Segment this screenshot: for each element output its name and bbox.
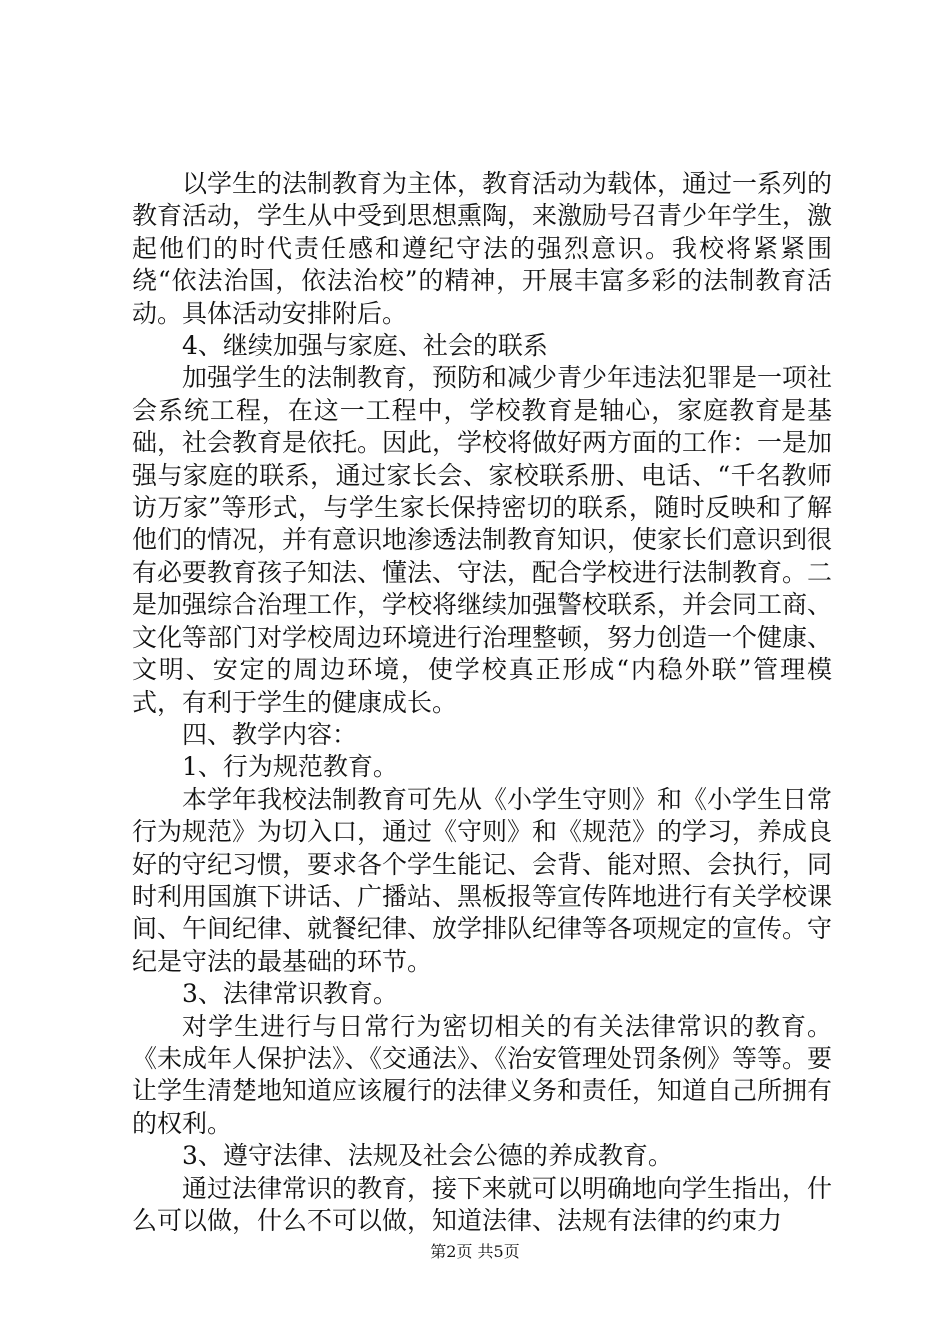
paragraph-legal-knowledge: 对学生进行与日常行为密切相关的有关法律常识的教育。《未成年人保护法》、《交通法》、《治安管理处罚条例》等等。要让学生清楚地知道应该履行的法律义务和责任，知道自己所拥有的权利。 [132, 1011, 833, 1138]
heading-teaching-content: 四、教学内容： [182, 719, 358, 749]
page-number: 第2页 共5页 [430, 1242, 520, 1261]
heading-law-compliance: 3、遵守法律、法规及社会公德的养成教育。 [182, 1141, 673, 1171]
paragraph-family-society: 加强学生的法制教育，预防和减少青少年违法犯罪是一项社会系统工程，在这一工程中，学校教育是轴心，家庭教育是基础，社会教育是依托。因此，学校将做好两方面的工作：一是加强与家庭的联系，通过家长会、家校联系册、电话、“千名教师访万家”等形式，与学生家长保持密切的联系，随时反映和了解他们的情况，并有意识地渗透法制教育知识，使家长们意识到很有必要教育孩子知法、懂法、守法，配合学校进行法制教育。二是加强综合治理工作，学校将继续加强警校联系，并会同工商、文化等部门对学校周边环境进行治理整顿，努力创造一个健康、文明、安定的周边环境，使学校真正形成“内稳外联”管理模式，有利于学生的健康成长。 [132, 363, 833, 717]
document-body [132, 168, 832, 1237]
heading-legal-knowledge: 3、法律常识教育。 [182, 979, 398, 1009]
heading-behavior-norms: 1、行为规范教育。 [182, 752, 398, 782]
paragraph-behavior-norms: 本学年我校法制教育可先从《小学生守则》和《小学生日常行为规范》为切入口，通过《守则》和《规范》的学习，养成良好的守纪习惯，要求各个学生能记、会背、能对照、会执行，同时利用国旗下讲话、广播站、黑板报等宣传阵地进行有关学校课间、午间纪律、就餐纪律、放学排队纪律等各项规定的宣传。守纪是守法的最基础的环节。 [132, 784, 833, 976]
page-footer [0, 1242, 950, 1262]
paragraph-activities: 以学生的法制教育为主体，教育活动为载体，通过一系列的教育活动，学生从中受到思想熏陶，来激励号召青少年学生，激起他们的时代责任感和遵纪守法的强烈意识。我校将紧紧围绕“依法治国，依法治校”的精神，开展丰富多彩的法制教育活动。具体活动安排附后。 [132, 169, 833, 328]
heading-family-society: 4、继续加强与家庭、社会的联系 [182, 331, 548, 361]
paragraph-law-compliance: 通过法律常识的教育，接下来就可以明确地向学生指出，什么可以做，什么不可以做，知道法律、法规有法律的约束力 [132, 1173, 833, 1235]
